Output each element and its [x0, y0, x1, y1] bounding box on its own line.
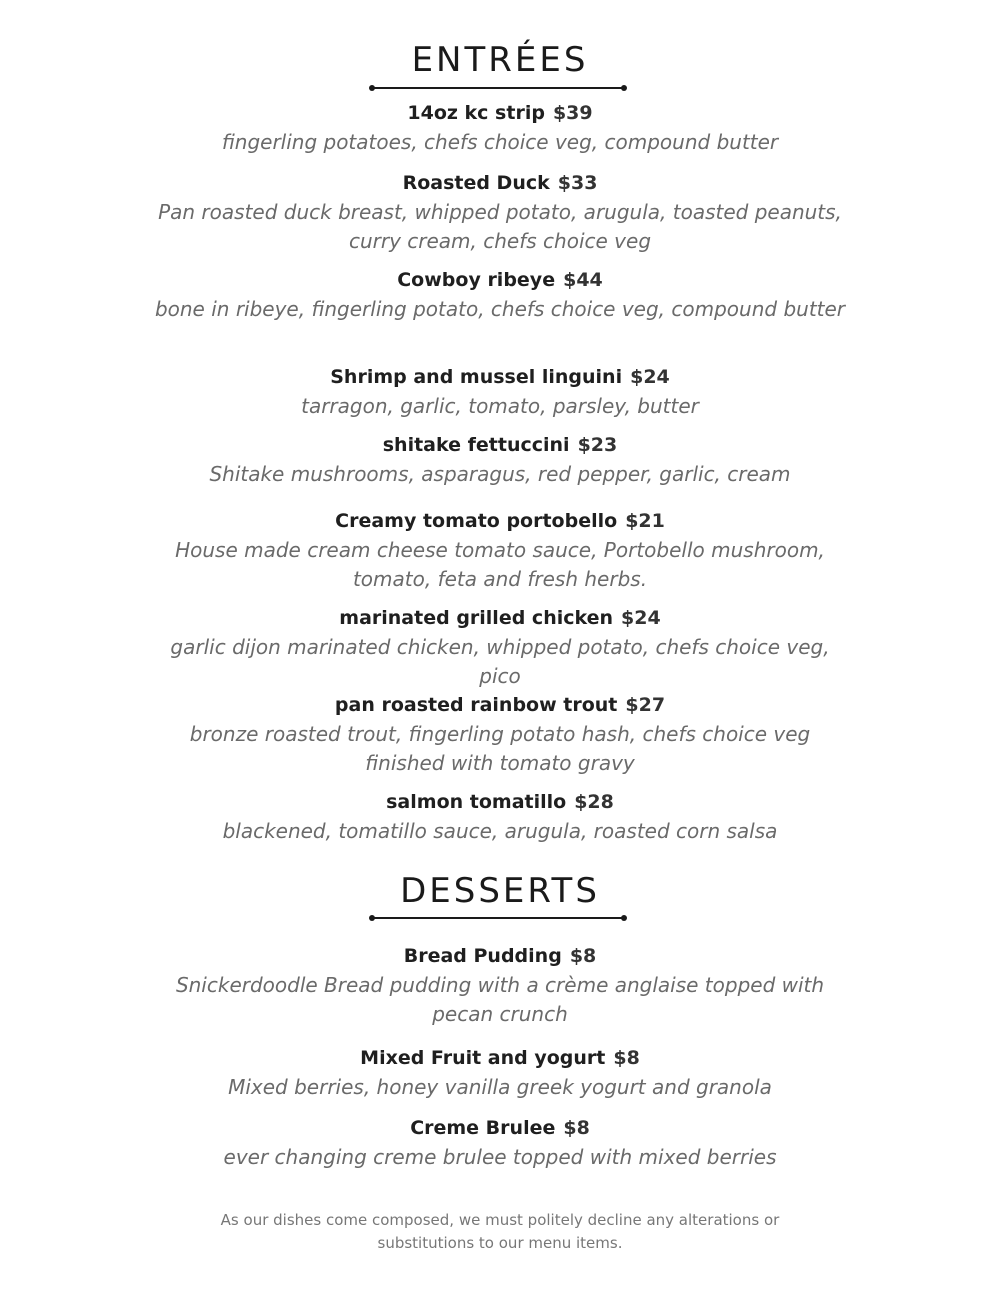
item-name: Creme Brulee — [410, 1117, 556, 1139]
item-price: $27 — [625, 694, 666, 716]
menu-item — [150, 691, 850, 778]
menu-item — [150, 1114, 850, 1172]
item-price: $33 — [557, 172, 598, 194]
menu-item — [150, 1044, 850, 1102]
menu-item — [150, 169, 850, 256]
item-description: garlic dijon marinated chicken, whipped potato, chefs choice veg, pico — [170, 635, 830, 688]
item-price: $44 — [563, 269, 603, 291]
menu-item — [150, 942, 850, 1029]
menu-item — [150, 788, 850, 846]
item-name: shitake fettuccini — [382, 434, 570, 456]
item-description: Shitake mushrooms, asparagus, red pepper, garlic, cream — [209, 462, 791, 486]
item-description: ever changing creme brulee topped with mixed berries — [223, 1145, 777, 1169]
item-name-row — [150, 788, 850, 817]
item-name-row — [150, 431, 850, 460]
item-description: blackened, tomatillo sauce, arugula, roasted corn salsa — [222, 819, 778, 843]
desserts-title: DESSERTS — [400, 871, 600, 911]
item-description: Pan roasted duck breast, whipped potato, arugula, toasted peanuts, curry cream, chefs choice veg — [158, 200, 842, 253]
item-name-row — [150, 99, 850, 128]
item-price: $8 — [613, 1047, 640, 1069]
item-name-row — [150, 1114, 850, 1143]
item-name-row — [150, 363, 850, 392]
entrees-title: ENTRÉES — [411, 40, 589, 80]
item-name: Cowboy ribeye — [397, 269, 556, 291]
item-price: $23 — [577, 434, 618, 456]
item-price: $8 — [569, 945, 597, 967]
item-name-row — [150, 942, 850, 971]
menu-item — [150, 431, 850, 489]
menu-item — [150, 266, 850, 324]
item-name-row — [150, 169, 850, 198]
item-name-row — [150, 266, 850, 295]
desserts-divider — [372, 917, 624, 919]
item-price: $21 — [625, 510, 665, 532]
item-name: 14oz kc strip — [407, 102, 545, 124]
menu-item — [150, 604, 850, 691]
item-name-row — [150, 604, 850, 633]
item-price: $24 — [630, 366, 670, 388]
item-description: Snickerdoodle Bread pudding with a crème anglaise topped with pecan crunch — [175, 973, 825, 1026]
item-name: Shrimp and mussel linguini — [330, 366, 623, 388]
item-description: House made cream cheese tomato sauce, Portobello mushroom, tomato, feta and fresh herbs. — [175, 538, 825, 591]
item-name: Bread Pudding — [403, 945, 562, 967]
item-name-row — [150, 1044, 850, 1073]
item-price: $28 — [574, 791, 614, 813]
footer-note: As our dishes come composed, we must politely decline any alterations or substitutions to our menu items. — [220, 1211, 780, 1252]
item-name: Mixed Fruit and yogurt — [360, 1047, 606, 1069]
item-name: Creamy tomato portobello — [335, 510, 618, 532]
item-name: salmon tomatillo — [386, 791, 567, 813]
entrees-divider — [372, 87, 624, 89]
item-name-row — [150, 691, 850, 720]
menu-item — [150, 99, 850, 157]
item-price: $8 — [563, 1117, 590, 1139]
item-description: tarragon, garlic, tomato, parsley, butter — [301, 394, 699, 418]
item-description: bronze roasted trout, fingerling potato hash, chefs choice veg finished with tomato gravy — [189, 722, 811, 775]
item-description: bone in ribeye, fingerling potato, chefs choice veg, compound butter — [154, 297, 846, 321]
menu-item — [150, 507, 850, 594]
item-description: fingerling potatoes, chefs choice veg, compound butter — [221, 130, 779, 154]
menu-item — [150, 363, 850, 421]
item-name: Roasted Duck — [402, 172, 550, 194]
item-name-row — [150, 507, 850, 536]
item-price: $39 — [552, 102, 593, 124]
item-name: marinated grilled chicken — [339, 607, 614, 629]
item-price: $24 — [621, 607, 661, 629]
item-description: Mixed berries, honey vanilla greek yogurt and granola — [228, 1075, 772, 1099]
item-name: pan roasted rainbow trout — [334, 694, 618, 716]
